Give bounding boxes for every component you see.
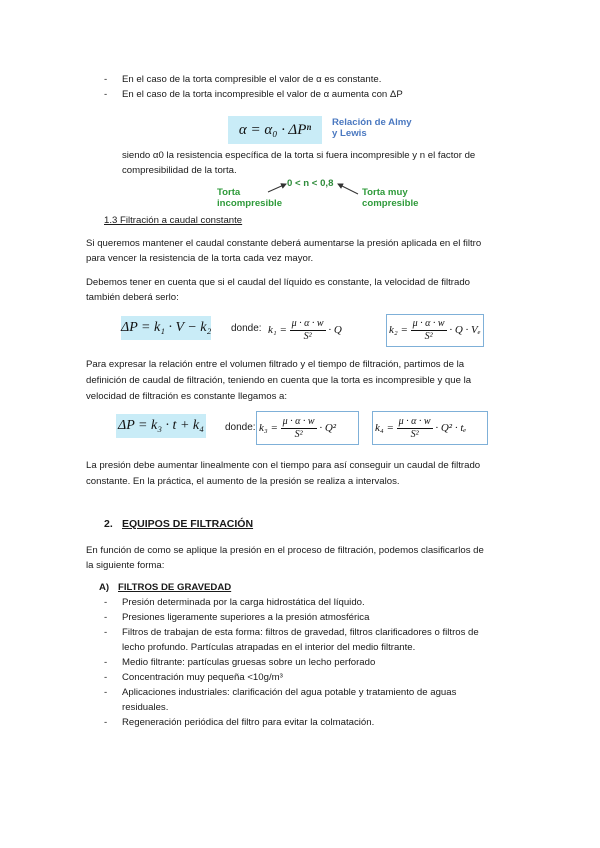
gravedad-bullet: Concentración muy pequeña <10g/m³ — [122, 672, 283, 683]
k1-fraction: $\frac{\mu \cdot \alpha \cdot w}{\text{S²}}$ — [291, 317, 324, 342]
bullet-dash: - — [104, 672, 108, 683]
para-line: Para expresar la relación entre el volumen filtrado y el tiempo de filtración, partimos de la — [86, 359, 465, 370]
k4-fraction: $\frac{\mu \cdot \alpha \cdot w}{\text{S²}}$ — [398, 415, 431, 440]
gravedad-bullet: Medio filtrante: partículas gruesas sobre un lecho perforado — [122, 657, 376, 668]
left-arrow — [268, 184, 286, 192]
torta-incompresible-label: Torta incompresible — [217, 187, 283, 209]
pressure-time-equation: ΔP = k₃ · t + k₄ — [116, 414, 206, 438]
section-2-heading: EQUIPOS DE FILTRACIÓN — [122, 518, 254, 530]
para-line: Si queremos mantener el caudal constante deberá aumentarse la presión aplicada en el filtro — [86, 238, 482, 249]
gravedad-bullet: Presiones ligeramente superiores a la presión atmosférica — [122, 612, 370, 623]
siendo-line: compresibilidad de la torta. — [122, 165, 237, 176]
bullet-dash: - — [104, 687, 108, 698]
bullet-text: En el caso de la torta compresible el valor de α es constante. — [122, 74, 382, 85]
gravedad-bullet: Presión determinada por la carga hidrostática del líquido. — [122, 597, 365, 608]
k2-fraction: $\frac{\mu \cdot \alpha \cdot w}{\text{S²}}$ — [412, 317, 445, 342]
alpha-equation — [228, 116, 322, 144]
bullet-text: En el caso de la torta incompresible el valor de α aumenta con ΔP — [122, 89, 403, 100]
gravedad-bullet: Filtros de trabajan de esta forma: filtros de gravedad, filtros clarificadores o filtros de — [122, 627, 479, 638]
para-line: En función de como se aplique la presión en el proceso de filtración, podemos clasificarlos de — [86, 545, 484, 556]
k2-equation: k₂ = $\frac{\mu \cdot \alpha \cdot w}{\text{S²}}$ · Q · Vₑ — [386, 314, 484, 347]
k3-equation: k₃ = $\frac{\mu \cdot \alpha \cdot w}{\text{S²}}$ · Q² — [256, 411, 359, 445]
pressure-volume-equation: ΔP = k₁ · V − k₂ — [121, 316, 211, 340]
gravedad-bullet-cont: lecho profundo. Partículas atrapadas en el interior del medio filtrante. — [122, 642, 416, 653]
range-label: 0 < n < 0,8 — [287, 178, 334, 189]
gravedad-bullet-cont: residuales. — [122, 702, 169, 713]
para-line: La presión debe aumentar linealmente con el tiempo para así conseguir un caudal de filtrado — [86, 460, 481, 471]
para-line: Debemos tener en cuenta que si el caudal del líquido es constante, la velocidad de filtrado — [86, 277, 470, 288]
section-1-3-heading: 1.3 Filtración a caudal constante — [104, 215, 243, 226]
gravedad-bullet: Regeneración periódica del filtro para evitar la colmatación. — [122, 717, 375, 728]
bullet-dash: - — [104, 717, 108, 728]
para-line: velocidad de filtración es constante llegamos a: — [86, 391, 288, 402]
bullet-dash: - — [104, 657, 108, 668]
alpha-equation-text: α = α₀ · ΔPⁿ — [238, 122, 312, 138]
section-2-number: 2. — [104, 518, 113, 530]
para-line: constante. En la práctica, el aumento de la presión se realiza a intervalos. — [86, 476, 400, 487]
subsection-a-heading: FILTROS DE GRAVEDAD — [118, 582, 232, 593]
range-arrows — [240, 176, 380, 200]
subsection-a-letter: A) — [99, 582, 110, 593]
k3-fraction: $\frac{\mu \cdot \alpha \cdot w}{\text{S²}}$ — [282, 415, 315, 440]
para-line: la siguiente forma: — [86, 560, 165, 571]
donde-label: donde: — [225, 422, 256, 433]
siendo-line: siendo α0 la resistencia específica de la torta si fuera incompresible y n el factor de — [122, 150, 476, 161]
k1-equation: k₁ = $\frac{\mu \cdot \alpha \cdot w}{\text{S²}}$ · Q — [268, 317, 342, 342]
bullet-dash: - — [104, 612, 108, 623]
para-line: para vencer la resistencia de la torta cada vez mayor. — [86, 253, 314, 264]
para-line: definición de caudal de filtración, teniendo en cuenta que la torta es incompresible y que la — [86, 375, 472, 386]
gravedad-bullet: Aplicaciones industriales: clarificación del agua potable y tratamiento de aguas — [122, 687, 457, 698]
almy-lewis-label: Relación de Almy y Lewis — [332, 117, 412, 139]
bullet-dash: - — [104, 89, 108, 100]
k4-equation: k₄ = $\frac{\mu \cdot \alpha \cdot w}{\text{S²}}$ · Q² · tₑ — [372, 411, 488, 445]
torta-compresible-label: Torta muy compresible — [362, 187, 419, 209]
bullet-dash: - — [104, 597, 108, 608]
bullet-dash: - — [104, 74, 108, 85]
donde-label: donde: — [231, 323, 262, 334]
right-arrow — [338, 184, 358, 194]
para-line: también deberá serlo: — [86, 292, 179, 303]
bullet-dash: - — [104, 627, 108, 638]
